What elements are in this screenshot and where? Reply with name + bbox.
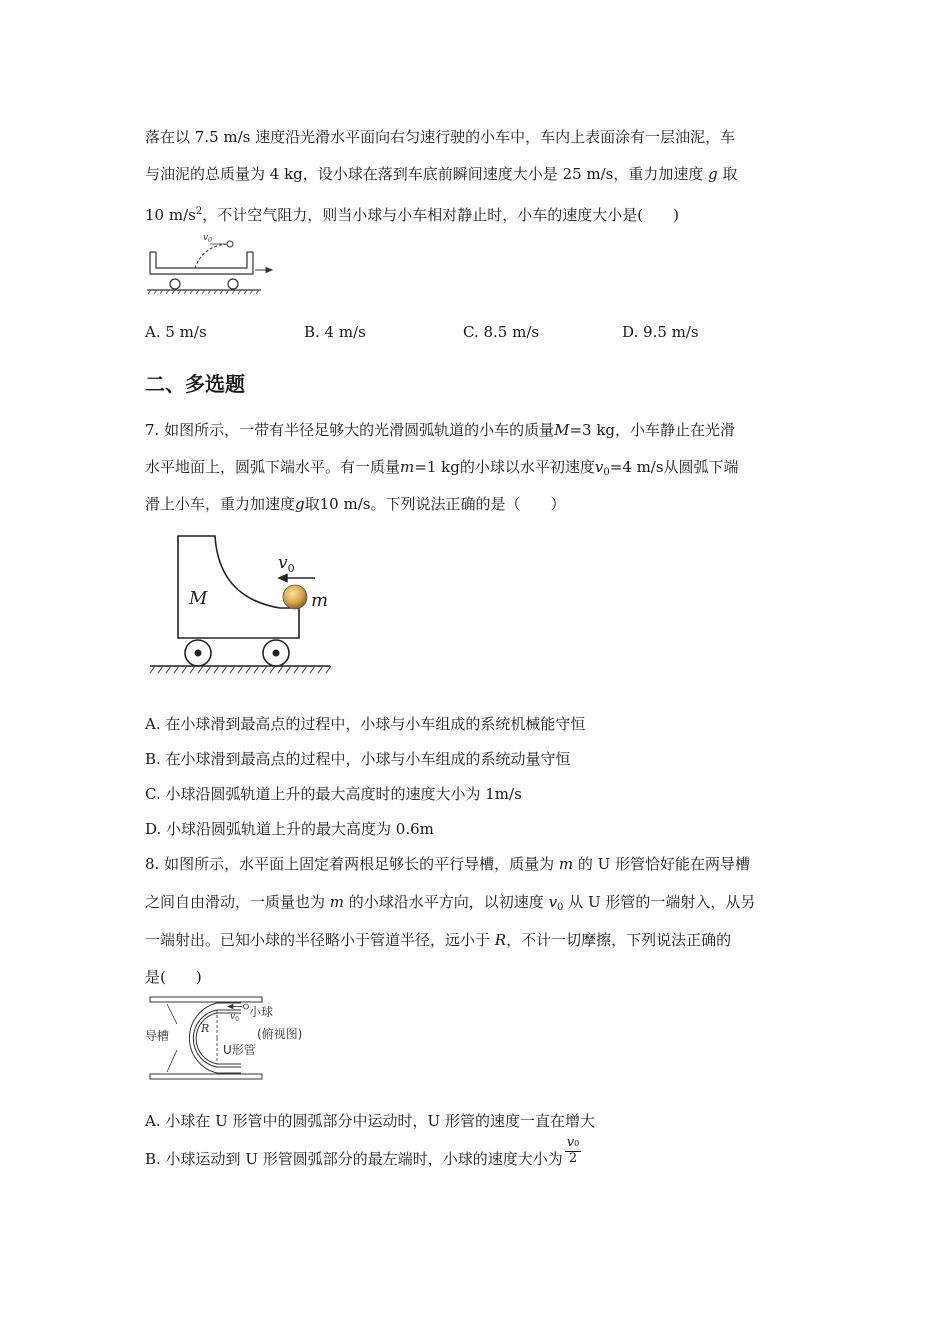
- q6-line-2: [145, 164, 738, 184]
- q8-option-b-text: B. 小球运动到 U 形管圆弧部分的最左端时，小球的速度大小为: [145, 1150, 563, 1168]
- q7-cart-body: [178, 536, 299, 638]
- q7-line-1-a: 7. 如图所示，一带有半径足够大的光滑圆弧轨道的小车的质量: [145, 421, 555, 439]
- q8-fraction-denominator: 2: [568, 1151, 578, 1166]
- q8-option-b-fraction: [565, 1136, 581, 1166]
- q7-fig-M-label: M: [189, 588, 208, 609]
- q6-line-3: [145, 202, 679, 225]
- q8-line-4: 是( ): [145, 968, 202, 986]
- q7-M-symbol: M: [554, 421, 570, 439]
- q7-line-1: [145, 420, 735, 440]
- q7-v-symbol: v: [594, 458, 604, 476]
- q6-cart-figure: [145, 230, 280, 296]
- q8-v-subscript: 0: [557, 902, 564, 913]
- q7-v-subscript: 0: [603, 467, 610, 478]
- q8-v-symbol: v: [548, 893, 558, 911]
- q7-cart-figure: [145, 528, 335, 678]
- q8-fig-groove-label: 导槽: [145, 1029, 170, 1043]
- q7-velocity-arrow: [279, 575, 315, 582]
- q8-line-2: [145, 892, 755, 918]
- section-heading: 二、多选题: [145, 372, 245, 396]
- q8-R-symbol: R: [494, 931, 507, 949]
- q8-line-1: [145, 854, 750, 874]
- q6-velocity-arrow: [255, 268, 272, 273]
- q6-line-1: 落在以 7.5 m/s 速度沿光滑水平面向右匀速行驶的小车中，车内上表面涂有一层油泥，车: [145, 128, 736, 146]
- q7-line-3: [145, 494, 565, 514]
- q7-g-symbol: g: [295, 495, 305, 513]
- q7-m-symbol: m: [400, 458, 415, 476]
- q8-fig-utube-label: U形管: [223, 1043, 256, 1057]
- q8-m-symbol: m: [558, 855, 574, 873]
- q6-option-d[interactable]: D. 9.5 m/s: [622, 323, 699, 341]
- q6-g-symbol: g: [708, 165, 718, 183]
- q7-line-2: [145, 457, 739, 483]
- q6-option-b[interactable]: B. 4 m/s: [304, 323, 366, 341]
- q8-m-symbol-2: m: [329, 893, 345, 911]
- q6-line-2-text: 与油泥的总质量为 4 kg，设小球在落到车底前瞬间速度大小是 25 m/s，重力加速度: [145, 165, 709, 183]
- q8-line-3-b: ，不计一切摩擦，下列说法正确的: [506, 931, 732, 949]
- q8-fig-v-label: $v_0$: [230, 1012, 239, 1023]
- q7-wheel-hub: [195, 650, 202, 657]
- q7-option-d[interactable]: D. 小球沿圆弧轨道上升的最大高度为 0.6m: [145, 820, 434, 838]
- q8-fig-R-label: R: [201, 1022, 210, 1035]
- q7-option-b[interactable]: B. 在小球滑到最高点的过程中，小球与小车组成的系统动量守恒: [145, 750, 571, 768]
- q6-line-2-end: 取: [717, 165, 738, 183]
- q7-line-3-a: 滑上小车，重力加速度: [145, 495, 296, 513]
- q7-fig-v-label: $v_0$: [278, 553, 295, 575]
- q6-line-3-end: ，不计空气阻力，则当小球与小车相对静止时，小车的速度大小是( ): [202, 206, 679, 224]
- q8-line-2-a: 之间自由滑动，一质量也为: [145, 893, 330, 911]
- q7-line-2-b: =1 kg的小球以水平初速度: [414, 458, 595, 476]
- q6-cart-body: [150, 252, 253, 274]
- q8-line-3: [145, 930, 731, 950]
- q8-option-a[interactable]: A. 小球在 U 形管中的圆弧部分中运动时，U 形管的速度一直在增大: [145, 1112, 595, 1130]
- q7-option-c[interactable]: C. 小球沿圆弧轨道上升的最大高度时的速度大小为 1m/s: [145, 785, 522, 803]
- q6-line-3-text: 10 m/s: [145, 206, 196, 224]
- q7-wheel-hub: [273, 650, 280, 657]
- q6-trajectory: [195, 244, 227, 268]
- q6-fig-v-label: $v_0$: [203, 233, 212, 244]
- q8-fig-view-label: (俯视图): [257, 1027, 303, 1041]
- q8-fraction-numerator: v0: [566, 1135, 580, 1150]
- q7-line-1-b: =3 kg，小车静止在光滑: [569, 421, 736, 439]
- q8-line-3-a: 一端射出。已知小球的半径略小于管道半径，远小于: [145, 931, 495, 949]
- q6-wheels: [170, 279, 238, 289]
- q7-line-2-a: 水平地面上，圆弧下端水平。有一质量: [145, 458, 401, 476]
- q6-option-a[interactable]: A. 5 m/s: [145, 323, 207, 341]
- q7-line-3-b: 取10 m/s。下列说法正确的是（ ）: [304, 495, 566, 513]
- q6-ball: [227, 241, 233, 247]
- q8-line-1-b: 的 U 形管恰好能在两导槽: [573, 855, 751, 873]
- q8-ball: [244, 1004, 249, 1009]
- q7-fig-m-label: m: [311, 590, 329, 611]
- q7-line-2-c: =4 m/s从圆弧下端: [609, 458, 739, 476]
- q8-line-2-c: 从 U 形管的一端射入，从另: [563, 893, 756, 911]
- q8-velocity-arrow: [228, 1005, 242, 1009]
- q6-exponent: 2: [195, 206, 203, 217]
- q6-option-c[interactable]: C. 8.5 m/s: [463, 323, 540, 341]
- q8-line-1-a: 8. 如图所示，水平面上固定着两根足够长的平行导槽，质量为: [145, 855, 559, 873]
- q7-option-a[interactable]: A. 在小球滑到最高点的过程中，小球与小车组成的系统机械能守恒: [145, 715, 586, 733]
- q8-fig-ball-label: 小球: [249, 1005, 274, 1019]
- q7-ball: [283, 585, 307, 609]
- q8-utube-figure: [145, 992, 320, 1084]
- q6-ground-hatch: [148, 290, 259, 294]
- q8-line-2-b: 的小球沿水平方向，以初速度: [344, 893, 549, 911]
- q8-option-b[interactable]: [145, 1135, 581, 1169]
- q7-ground-hatch: [150, 666, 331, 673]
